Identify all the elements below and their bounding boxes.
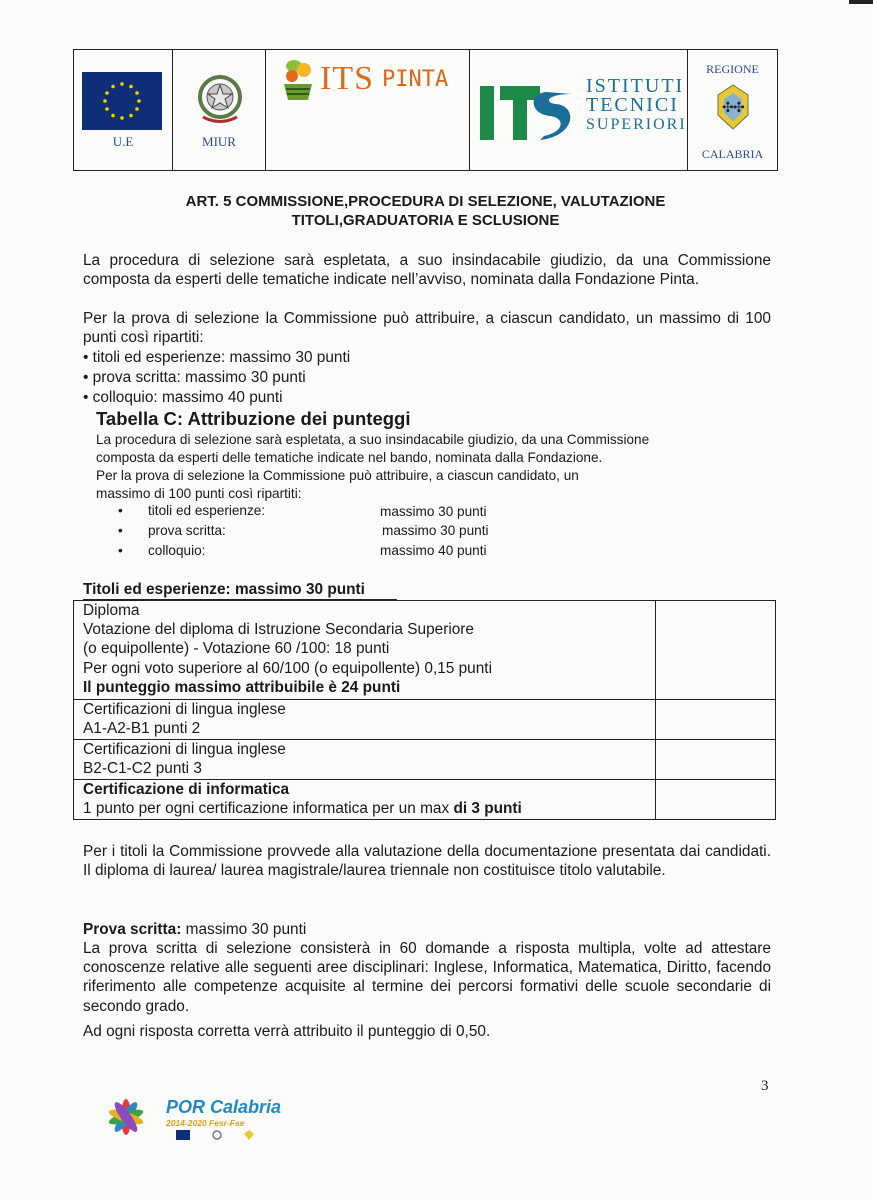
table-row xyxy=(74,780,776,820)
tabella-item-1-value: massimo 30 punti xyxy=(380,504,487,519)
cert-1-line-2: A1-A2-B1 punti 2 xyxy=(83,720,201,738)
article-title-line-1: ART. 5 COMMISSIONE,PROCEDURA DI SELEZIONE, VALUTAZIONE xyxy=(185,193,666,210)
tabella-item-3-value: massimo 40 punti xyxy=(380,543,487,558)
diploma-line-1: Diploma xyxy=(83,602,140,619)
its-line-1: ISTITUTI xyxy=(586,75,685,97)
eu-flag-logo xyxy=(82,72,162,130)
tabella-item-1-label: titoli ed esperienze: xyxy=(148,503,266,518)
titoli-table xyxy=(73,600,776,820)
table-row xyxy=(74,740,776,780)
tabella-line-1: La procedura di selezione sarà espletata, a suo insindacabile giudizio, da una Commissione xyxy=(96,432,650,447)
region-caption-bottom: CALABRIA xyxy=(701,147,764,161)
prova-value: massimo 30 punti xyxy=(181,921,307,938)
intro-bullet-1: • titoli ed esperienze: massimo 30 punti xyxy=(83,349,351,366)
table-cell-cert-1 xyxy=(74,700,656,740)
tabella-item-2-value: massimo 30 punti xyxy=(382,523,489,538)
intro-bullet-3: • colloquio: massimo 40 punti xyxy=(83,389,283,406)
its-pinta-its-text: ITS xyxy=(320,60,374,97)
intro-paragraph-2: Per la prova di selezione la Commissione può attribuire, a ciascun candidato, un massimo di 100 punti così ripartiti: xyxy=(83,310,771,347)
tabella-item-2-label: prova scritta: xyxy=(148,523,226,538)
svg-text:✣: ✣ xyxy=(733,100,745,116)
region-caption-top: REGIONE xyxy=(706,62,759,76)
diploma-line-3: (o equipollente) - Votazione 60 /100: 18 punti xyxy=(83,640,390,658)
its-line-2: TECNICI xyxy=(586,94,679,116)
diploma-line-2: Votazione del diploma di Istruzione Secondaria Superiore xyxy=(83,621,474,639)
miur-logo-cell xyxy=(173,50,266,170)
informatica-max: di 3 punti xyxy=(453,800,522,818)
svg-text:✣: ✣ xyxy=(722,100,734,116)
italian-emblem-logo xyxy=(195,70,245,130)
intro-bullet-2: • prova scritta: massimo 30 punti xyxy=(83,369,306,386)
score-cell xyxy=(656,700,776,740)
cert-2-line-2: B2-C1-C2 punti 3 xyxy=(83,760,202,778)
table-cell-cert-2 xyxy=(74,740,656,780)
calabria-crest-logo xyxy=(715,83,751,131)
article-title xyxy=(73,192,778,230)
tabella-bullet-3: • xyxy=(118,543,123,558)
calabria-crest-small-icon xyxy=(244,1130,254,1140)
eu-caption: U.E xyxy=(112,134,134,149)
informatica-text: 1 punto per ogni certificazione informatica per un max xyxy=(83,800,454,818)
cert-2-line-1: Certificazioni di lingua inglese xyxy=(83,741,286,758)
titoli-heading: Titoli ed esperienze: massimo 30 punti xyxy=(83,581,365,598)
table-cell-informatica xyxy=(74,780,656,820)
eu-logo-cell xyxy=(74,50,173,170)
page-number: 3 xyxy=(761,1078,769,1094)
prova-paragraph: La prova scritta di selezione consisterà in 60 domande a risposta multipla, volte ad attestare conoscenze relative alle seguenti aree disciplinari: Inglese, Informatica, Matematica, Diritto, facendo riferimento alle competenze acquisite al termine dei percorsi formativi delle scuole secondarie di secondo grado. xyxy=(83,940,771,1015)
informatica-line-2 xyxy=(83,799,655,818)
tabella-bullet-2: • xyxy=(118,523,123,538)
its-pinta-logo-cell xyxy=(266,50,470,170)
its-wordmark xyxy=(586,77,687,134)
titoli-note-paragraph: Per i titoli la Commissione provvede alla valutazione della documentazione presentata dai candidati. Il diploma di laurea/ laurea magistrale/laurea triennale non costituisce titolo valutabile. xyxy=(83,843,771,880)
miur-caption: MIUR xyxy=(202,134,236,149)
tabella-item-3-label: colloquio: xyxy=(148,543,206,558)
diploma-line-5: Il punteggio massimo attribuibile è 24 punti xyxy=(83,678,401,696)
header-logo-band xyxy=(73,49,778,171)
tabella-line-3: Per la prova di selezione la Commissione può attribuire, a ciascun candidato, un xyxy=(96,468,579,483)
informatica-line-1: Certificazione di informatica xyxy=(83,781,290,798)
tabella-title: Tabella C: Attribuzione dei punteggi xyxy=(96,408,411,429)
region-logo-cell xyxy=(688,50,777,170)
table-row xyxy=(74,601,776,700)
its-logo-cell xyxy=(470,50,688,170)
tabella-line-2: composta da esperti delle tematiche indicate nel bando, nominata dalla Fondazione. xyxy=(96,450,603,465)
tabella-bullet-1: • xyxy=(118,503,123,518)
por-calabria-logo xyxy=(98,1093,158,1141)
score-cell xyxy=(656,780,776,820)
score-cell xyxy=(656,601,776,700)
table-row xyxy=(74,700,776,740)
its-pinta-name-text: PINTA xyxy=(382,66,449,92)
tabella-line-4: massimo di 100 punti così ripartiti: xyxy=(96,486,302,501)
its-monogram-logo xyxy=(480,86,584,140)
table-cell-diploma xyxy=(74,601,656,700)
prova-heading xyxy=(83,920,771,939)
prova-last-line: Ad ogni risposta corretta verrà attribuito il punteggio di 0,50. xyxy=(83,1023,491,1040)
its-pinta-logo xyxy=(280,54,448,104)
cert-1-line-1: Certificazioni di lingua inglese xyxy=(83,701,286,718)
scan-edge-mark xyxy=(849,0,873,4)
por-subtitle: 2014-2020 Fesr-Fse xyxy=(166,1118,245,1128)
prova-label: Prova scritta: xyxy=(83,921,182,938)
eu-flag-small-icon xyxy=(176,1130,190,1140)
intro-paragraph-1: La procedura di selezione sarà espletata, a suo insindacabile giudizio, da una Commissione composta da esperti delle tematiche indicate nell’avviso, nominata dalla Fondazione Pinta. xyxy=(83,252,771,289)
score-cell xyxy=(656,740,776,780)
its-line-3: SUPERIORI xyxy=(586,116,687,133)
article-title-line-2: TITOLI,GRADUATORIA E SCLUSIONE xyxy=(291,212,560,229)
por-title: POR Calabria xyxy=(166,1097,282,1117)
fruit-basket-icon xyxy=(280,54,316,104)
italy-emblem-small-icon xyxy=(212,1130,222,1140)
por-small-logos xyxy=(176,1130,254,1140)
diploma-line-4: Per ogni voto superiore al 60/100 (o equipollente) 0,15 punti xyxy=(83,659,492,677)
